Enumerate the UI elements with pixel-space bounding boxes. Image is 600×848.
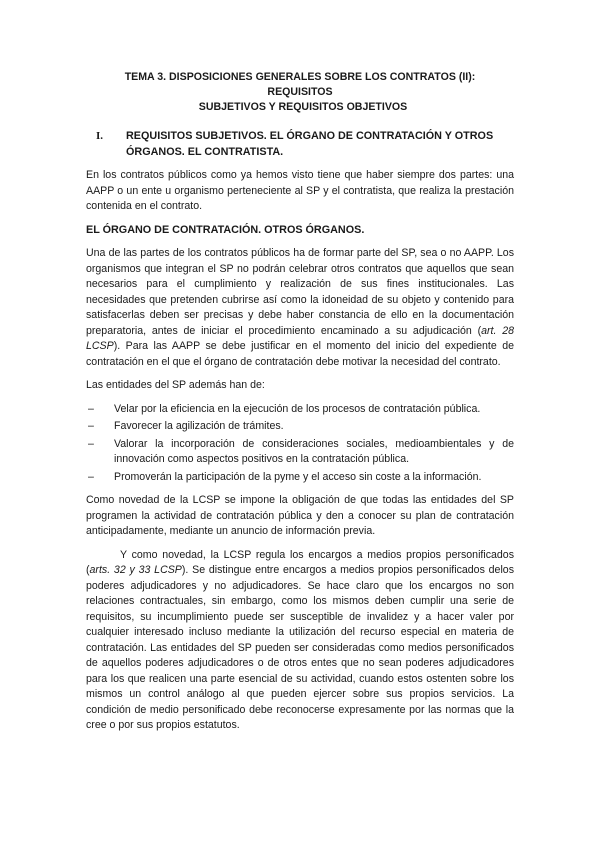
paragraph-organo-text-1: Una de las partes de los contratos públicos ha de formar parte del SP, sea o no AAPP. Los organismos que integran el SP no podrán celebrar otros contratos que aquellos que sean necesarios para el cumplimiento y realización de sus fines institucionales. Las necesidades que pretenden cubrirse así como la idoneidad de su objeto y contenido para satisfacerlas deben ser precisas y debe haber constancia de ello en la documentación preparatoria, antes de iniciar el procedimiento encaminado a su adjudicación ( xyxy=(86,247,514,337)
dash-bullet: – xyxy=(88,420,94,432)
title-line-1: TEMA 3. DISPOSICIONES GENERALES SOBRE LOS CONTRATOS (II): REQUISITOS xyxy=(124,71,476,98)
intro-paragraph: En los contratos públicos como ya hemos visto tiene que haber siempre dos partes: una AAPP o un ente u organismo perteneciente al SP y el contratista, que realiza la prestación contenida en el contrato. xyxy=(86,169,514,212)
section-heading xyxy=(86,129,514,160)
list-item xyxy=(86,402,514,418)
dash-bullet: – xyxy=(88,437,94,450)
document-title xyxy=(86,70,514,115)
legal-reference: art. 28 LCSP xyxy=(86,324,514,352)
list-item-text: Favorecer la agilización de trámites. xyxy=(114,420,284,432)
title-line-2: SUBJETIVOS Y REQUISITOS OBJETIVOS xyxy=(198,101,408,113)
list-intro: Las entidades del SP además han de: xyxy=(86,379,265,391)
paragraph-encargos-text-1: Y como novedad, la LCSP regula los encargos a medios propios personificados ( xyxy=(86,548,514,576)
paragraph-organo xyxy=(86,246,514,370)
list-item-text: Valorar la incorporación de consideraciones sociales, medioambientales y de innovación como aspectos positivos en la contratación pública. xyxy=(114,437,514,465)
list-item xyxy=(86,419,514,435)
section-number: I. xyxy=(96,130,104,142)
list-item xyxy=(86,437,514,468)
section-heading-text: REQUISITOS SUBJETIVOS. EL ÓRGANO DE CONTRATACIÓN Y OTROS ÓRGANOS. EL CONTRATISTA. xyxy=(126,130,494,158)
list-item-text: Promoverán la participación de la pyme y el acceso sin coste a la información. xyxy=(114,470,482,483)
paragraph-novedad: Como novedad de la LCSP se impone la obligación de que todas las entidades del SP programen la actividad de contratación pública y den a conocer su plan de contratación anticipadamente, mediante un anuncio de información previa. xyxy=(86,494,514,537)
legal-reference: arts. 32 y 33 LCSP xyxy=(89,564,182,576)
obligations-list xyxy=(86,402,514,486)
dash-bullet: – xyxy=(88,470,94,483)
paragraph-encargos-text-2: ). Se distingue entre encargos a medios propios personificados delos poderes adjudicadores y no adjudicadores. Se hace claro que los encargos no son relaciones contractuales, sin embargo, como los mismos deben cumplir una serie de requisitos, su incumplimiento puede ser susceptible de invalidez y a hacer valer por cualquier interesado incluso mediante la utilización del recurso especial en materia de contratación. Las entidades del SP pueden ser consideradas como medios personificados de aquellos poderes adjudicadores o de otros entes que no sean poderes adjudicadores para los que realicen una parte esencial de su actividad, cuando estos ostenten sobre los mismos un control análogo al que pueden ejercer sobre sus propios servicios. La condición de medio personificado debe reconocerse expresamente por las normas que la cree o por sus propios estatutos. xyxy=(86,564,514,731)
paragraph-organo-text-2: ). Para las AAPP se debe justificar en el momento del inicio del expediente de contratación en el que el órgano de contratación debe motivar la necesidad del contrato. xyxy=(86,340,514,368)
subheading: EL ÓRGANO DE CONTRATACIÓN. OTROS ÓRGANOS. xyxy=(86,223,365,236)
dash-bullet: – xyxy=(88,402,94,415)
paragraph-encargos xyxy=(86,548,514,734)
list-item xyxy=(86,470,514,486)
list-item-text: Velar por la eficiencia en la ejecución de los procesos de contratación pública. xyxy=(114,402,481,415)
